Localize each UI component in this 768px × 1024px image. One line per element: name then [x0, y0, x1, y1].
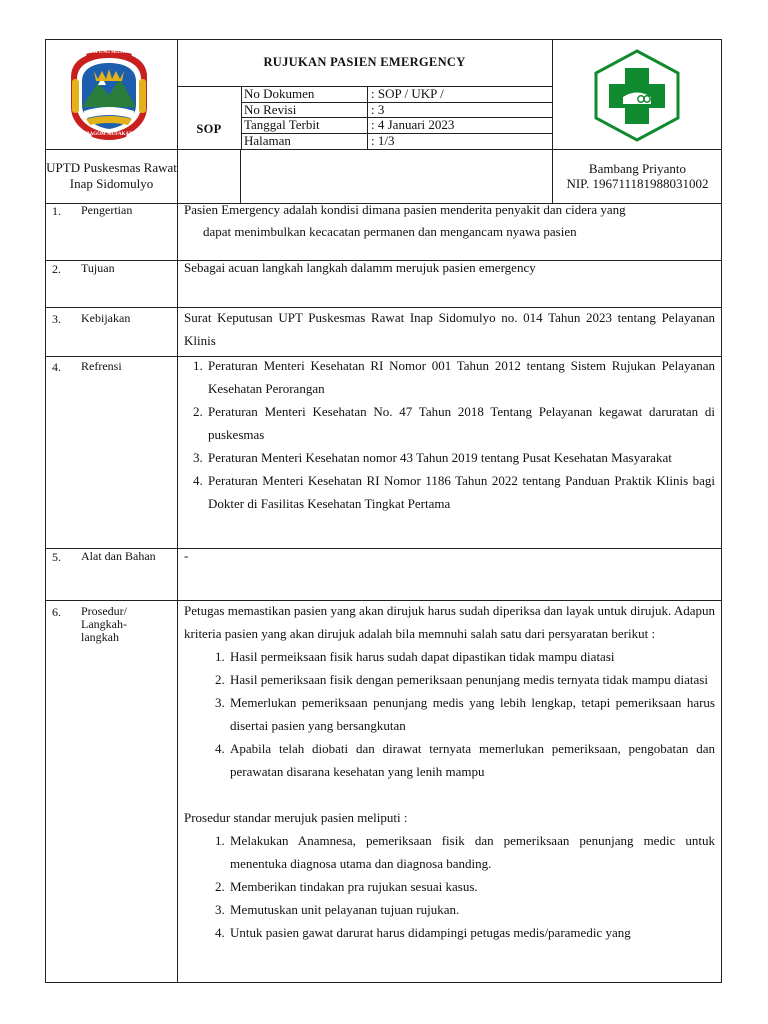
section-number: 2.	[52, 262, 61, 276]
divider	[46, 149, 722, 150]
meta-value-halaman: : 1/3	[371, 133, 395, 148]
pengertian-text-line1: Pasien Emergency adalah kondisi dimana pasien menderita penyakit dan cidera yang	[184, 202, 626, 217]
list-item: 3. Memutuskan unit pelayanan tujuan rujukan.	[228, 898, 715, 921]
list-item: 1. Hasil permeiksaan fisik harus sudah dapat dipastikan tidak mampu diatasi	[228, 645, 715, 668]
meta-value-tanggal-terbit: : 4 Januari 2023	[371, 117, 455, 132]
signer-name: Bambang Priyanto	[588, 161, 687, 176]
list-item: 2. Peraturan Menteri Kesehatan No. 47 Tahun 2018 Tentang Pelayanan kegawat daruratan di puskesmas	[206, 400, 715, 446]
signer-nip: NIP. 196711181988031002	[566, 176, 709, 191]
list-item: 4. Apabila telah diobati dan dirawat ternyata memerlukan pemeriksaan, pengobatan dan perawatan disarana kesehatan yang lenih mampu	[228, 737, 715, 783]
list-item: 3. Memerlukan pemeriksaan penunjang medis yang lebih lengkap, tetapi pemeriksaan harus disertai pasien yang bersangkutan	[228, 691, 715, 737]
list-item: 4. Untuk pasien gawat darurat harus didampingi petugas medis/paramedic yang	[228, 921, 715, 944]
refrensi-list	[184, 354, 715, 515]
lampung-selatan-emblem-icon	[68, 49, 150, 141]
org-name-line1: UPTD Puskesmas Rawat	[46, 160, 177, 175]
meta-value-no-revisi: : 3	[371, 102, 385, 117]
org-name-line2: Inap Sidomulyo	[69, 176, 154, 191]
logo-banner-top: LAMPUNG SELATAN	[84, 50, 134, 55]
meta-value-no-dokumen: : SOP / UKP /	[371, 86, 444, 101]
tujuan-text: Sebagai acuan langkah langkah dalamm merujuk pasien emergency	[184, 260, 536, 275]
section-number: 6.	[52, 605, 61, 619]
sop-label: SOP	[196, 122, 222, 136]
section-number: 1.	[52, 204, 61, 218]
divider	[177, 86, 552, 87]
meta-label-tanggal-terbit: Tanggal Terbit	[244, 117, 320, 132]
puskesmas-cross-emblem	[589, 48, 685, 143]
section-number: 3.	[52, 312, 61, 326]
section-label-prosedur: Langkah-	[81, 617, 127, 631]
alat-bahan-text: -	[184, 548, 189, 563]
section-label-pengertian: Pengertian	[81, 203, 133, 217]
list-item: 1. Peraturan Menteri Kesehatan RI Nomor 001 Tahun 2012 tentang Sistem Rujukan Pelayanan Kesehatan Perorangan	[206, 354, 715, 400]
pengertian-text-line2: dapat menimbulkan kecacatan permanen dan mengancam nyawa pasien	[203, 224, 577, 239]
document-title: RUJUKAN PASIEN EMERGENCY	[263, 55, 466, 69]
list-item: 2. Memberikan tindakan pra rujukan sesuai kasus.	[228, 875, 715, 898]
meta-label-no-revisi: No Revisi	[244, 102, 297, 117]
section-label-tujuan: Tujuan	[81, 261, 115, 275]
list-item: 3. Peraturan Menteri Kesehatan nomor 43 Tahun 2019 tentang Pusat Kesehatan Masyarakat	[206, 446, 715, 469]
lampung-selatan-emblem	[68, 49, 150, 141]
kebijakan-text: Surat Keputusan UPT Puskesmas Rawat Inap Sidomulyo no. 014 Tahun 2023 tentang Pelayanan Klinis	[184, 310, 715, 348]
section-number: 4.	[52, 360, 61, 374]
section-label-kebijakan: Kebijakan	[81, 311, 131, 325]
divider	[240, 149, 241, 203]
section-number: 5.	[52, 550, 61, 564]
section-label-prosedur: Prosedur/	[81, 604, 127, 618]
prosedur-content	[184, 599, 715, 944]
list-item: 2. Hasil pemeriksaan fisik dengan pemeriksaan penunjang medis ternyata tidak mampu diatasi	[228, 668, 715, 691]
puskesmas-cross-icon	[589, 48, 685, 143]
section-label-alat-bahan: Alat dan Bahan	[81, 549, 156, 563]
meta-label-halaman: Halaman	[244, 133, 291, 148]
prosedur-standard-intro: Prosedur standar merujuk pasien meliputi :	[184, 810, 408, 825]
prosedur-intro: Petugas memastikan pasien yang akan dirujuk harus sudah diperiksa dan layak untuk dirujuk. Adapun kriteria pasien yang akan dirujuk adalah bila memnuhi salah satu dari persyaratan berikut :	[184, 603, 715, 641]
logo-banner-bottom: RAGOM MUFAKAT	[85, 132, 133, 137]
list-item: 1. Melakukan Anamnesa, pemeriksaan fisik dan pemeriksaan penunjang medic untuk menentuka diagnosa utama dan diagnosa banding.	[228, 829, 715, 875]
meta-label-no-dokumen: No Dokumen	[244, 86, 315, 101]
list-item: 4. Peraturan Menteri Kesehatan RI Nomor 1186 Tahun 2022 tentang Panduan Praktik Klinis bagi Dokter di Fasilitas Kesehatan Tingkat Pertama	[206, 469, 715, 515]
section-label-refrensi: Refrensi	[81, 359, 122, 373]
section-label-prosedur: langkah	[81, 630, 119, 644]
divider	[177, 203, 178, 983]
sop-document-frame	[45, 39, 722, 983]
